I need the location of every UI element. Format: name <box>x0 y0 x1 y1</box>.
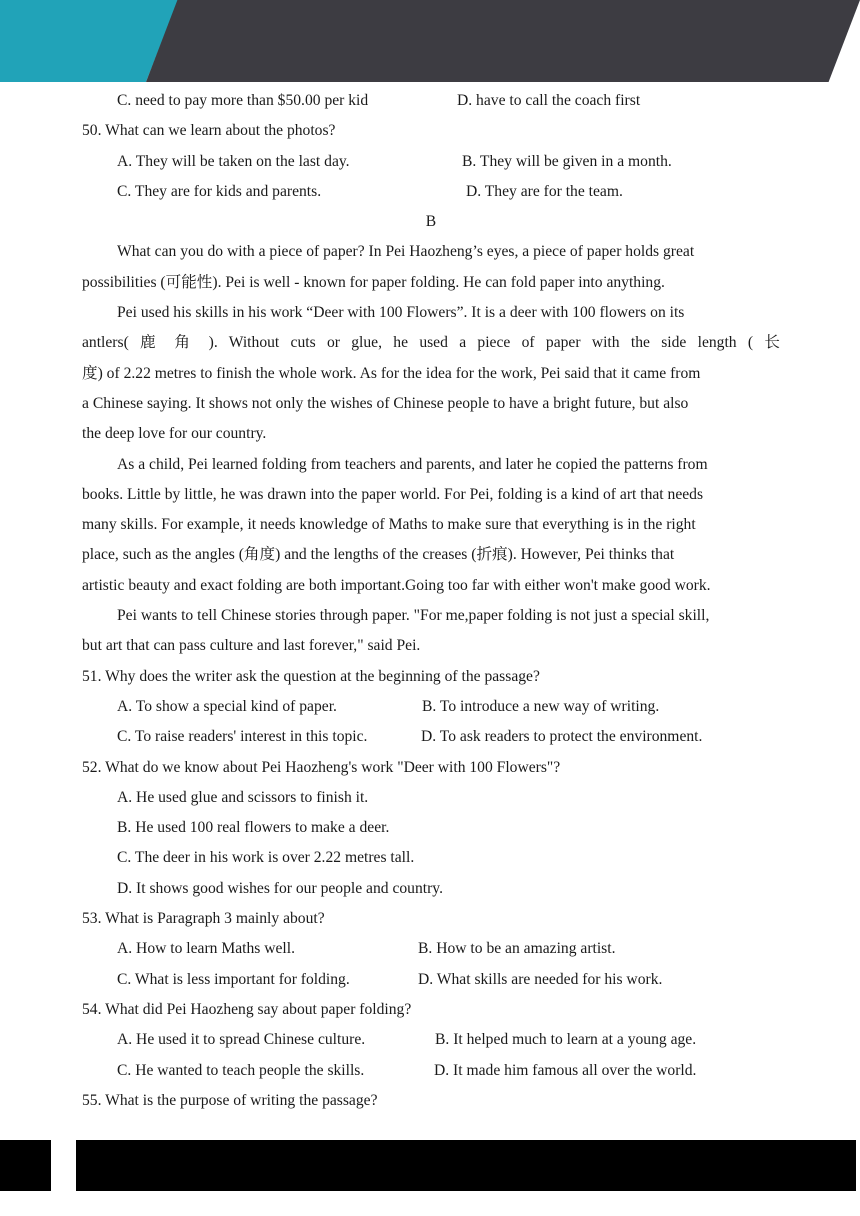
q52-option-b: B. He used 100 real flowers to make a deer. <box>117 819 390 837</box>
q50-option-d: D. They are for the team. <box>466 182 623 200</box>
passage-line: many skills. For example, it needs knowledge of Maths to make sure that everything is in the right <box>82 516 696 534</box>
q50-option-c: C. They are for kids and parents. <box>117 182 322 200</box>
q51-options-cd <box>82 722 780 752</box>
q55-question: 55. What is the purpose of writing the passage? <box>82 1091 378 1109</box>
q51-option-c: C. To raise readers' interest in this topic. <box>117 728 368 746</box>
footer-block-left <box>0 1140 51 1191</box>
q54-options-cd <box>82 1056 780 1086</box>
q51-option-a: A. To show a special kind of paper. <box>117 697 337 715</box>
page-content <box>82 86 780 1116</box>
q53-option-d: D. What skills are needed for his work. <box>418 970 663 988</box>
q51-options-ab <box>82 692 780 722</box>
section-label: B <box>425 213 437 231</box>
passage-line: artistic beauty and exact folding are both important.Going too far with either won't make good work. <box>82 576 711 594</box>
q50-options-cd <box>82 177 780 207</box>
q51-question: 51. Why does the writer ask the question at the beginning of the passage? <box>82 667 540 685</box>
q54-question: 54. What did Pei Haozheng say about paper folding? <box>82 1000 412 1018</box>
passage-line: possibilities (可能性). Pei is well - known for paper folding. He can fold paper into anything. <box>82 273 665 291</box>
q54-options-ab <box>82 1025 780 1055</box>
q53-options-ab <box>82 934 780 964</box>
q52-option-d: D. It shows good wishes for our people and country. <box>117 879 443 897</box>
passage-line: antlers( 鹿 角 ). Without cuts or glue, he used a piece of paper with the side length ( 长 <box>82 334 780 352</box>
q52-question: 52. What do we know about Pei Haozheng's work "Deer with 100 Flowers"? <box>82 758 561 776</box>
q53-options-cd <box>82 965 780 995</box>
q52-option-a: A. He used glue and scissors to finish it. <box>117 788 369 806</box>
q53-option-c: C. What is less important for folding. <box>117 970 350 988</box>
q54-option-b: B. It helped much to learn at a young age. <box>435 1031 697 1049</box>
q50-option-a: A. They will be taken on the last day. <box>117 152 350 170</box>
passage-line: Pei used his skills in his work “Deer with 100 Flowers”. It is a deer with 100 flowers on its <box>117 304 685 322</box>
passage-line: What can you do with a piece of paper? In Pei Haozheng’s eyes, a piece of paper holds great <box>117 243 695 261</box>
passage-line: 度) of 2.22 metres to finish the whole work. As for the idea for the work, Pei said that it came from <box>82 364 701 382</box>
passage-line: books. Little by little, he was drawn into the paper world. For Pei, folding is a kind of art that needs <box>82 485 704 503</box>
passage-line: the deep love for our country. <box>82 425 267 443</box>
q52-option-c: C. The deer in his work is over 2.22 metres tall. <box>117 849 415 867</box>
q53-option-a: A. How to learn Maths well. <box>117 940 295 958</box>
passage-line: place, such as the angles (角度) and the lengths of the creases (折痕). However, Pei thinks that <box>82 546 675 564</box>
q51-option-b: B. To introduce a new way of writing. <box>422 697 660 715</box>
q50-options-ab <box>82 147 780 177</box>
q54-option-c: C. He wanted to teach people the skills. <box>117 1061 365 1079</box>
q54-option-d: D. It made him famous all over the world. <box>434 1061 697 1079</box>
header-dark-band <box>146 0 860 82</box>
q50-option-b: B. They will be given in a month. <box>462 152 672 170</box>
q50-question: 50. What can we learn about the photos? <box>82 122 336 140</box>
q53-question: 53. What is Paragraph 3 mainly about? <box>82 910 325 928</box>
q49-option-d: D. have to call the coach first <box>457 92 641 109</box>
passage-line: but art that can pass culture and last forever," said Pei. <box>82 637 421 655</box>
q49-option-c: C. need to pay more than $50.00 per kid <box>117 92 369 109</box>
passage-line: As a child, Pei learned folding from teachers and parents, and later he copied the patterns from <box>117 455 708 473</box>
q53-option-b: B. How to be an amazing artist. <box>418 940 616 958</box>
q51-option-d: D. To ask readers to protect the environment. <box>421 728 703 746</box>
footer-bar <box>76 1140 856 1191</box>
q49-options-cd <box>82 86 780 116</box>
passage-line: a Chinese saying. It shows not only the wishes of Chinese people to have a bright future, but also <box>82 394 689 412</box>
passage-line: Pei wants to tell Chinese stories through paper. "For me,paper folding is not just a special skill, <box>117 607 710 625</box>
q54-option-a: A. He used it to spread Chinese culture. <box>117 1031 366 1049</box>
